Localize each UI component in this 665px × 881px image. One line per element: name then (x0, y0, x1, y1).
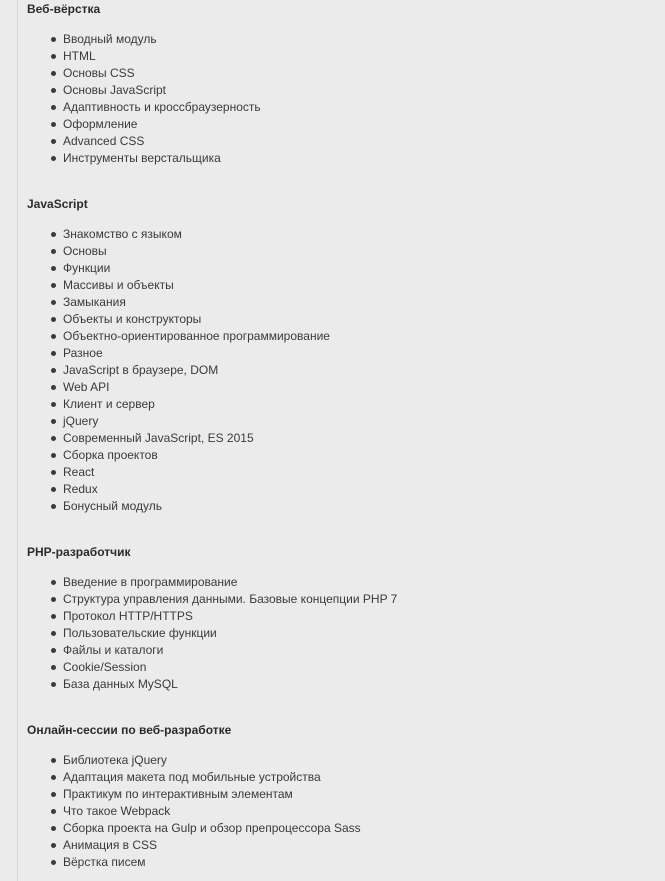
section-title: Онлайн-сессии по веб-разработке (27, 723, 232, 737)
list-item: Сборка проектов (51, 447, 330, 464)
list-item: Cookie/Session (51, 659, 397, 676)
list-item: Пользовательские функции (51, 625, 397, 642)
list-item: Практикум по интерактивным элементам (51, 786, 361, 803)
list-item: Введение в программирование (51, 574, 397, 591)
list-item: Сборка проекта на Gulp и обзор препроцессора Sass (51, 820, 361, 837)
list-item: Современный JavaScript, ES 2015 (51, 430, 330, 447)
list-item: Протокол HTTP/HTTPS (51, 608, 397, 625)
list-item: Advanced CSS (51, 133, 261, 150)
list-item: Клиент и сервер (51, 396, 330, 413)
list-item: Массивы и объекты (51, 277, 330, 294)
list-item: Адаптивность и кроссбраузерность (51, 99, 261, 116)
list-item: HTML (51, 48, 261, 65)
list-item: Бонусный модуль (51, 498, 330, 515)
section-title: JavaScript (27, 197, 88, 211)
section-item-list (51, 31, 261, 167)
list-item: Инструменты верстальщика (51, 150, 261, 167)
list-item: Адаптация макета под мобильные устройства (51, 769, 361, 786)
list-item: JavaScript в браузере, DOM (51, 362, 330, 379)
list-item: Файлы и каталоги (51, 642, 397, 659)
list-item: Вводный модуль (51, 31, 261, 48)
section-online-sessions (27, 722, 665, 869)
list-item: Оформление (51, 116, 261, 133)
section-item-list (51, 226, 330, 515)
list-item: Функции (51, 260, 330, 277)
section-title: Веб-вёрстка (27, 2, 101, 16)
list-item: Основы (51, 243, 330, 260)
list-item: Структура управления данными. Базовые концепции PHP 7 (51, 591, 397, 608)
list-item: Замыкания (51, 294, 330, 311)
list-item: База данных MySQL (51, 676, 397, 693)
list-item: Что такое Webpack (51, 803, 361, 820)
list-item: Web API (51, 379, 330, 396)
section-title: PHP-разработчик (27, 545, 131, 559)
list-item: Redux (51, 481, 330, 498)
section-javascript (27, 196, 665, 513)
list-item: Основы JavaScript (51, 82, 261, 99)
list-item: Объекты и конструкторы (51, 311, 330, 328)
section-web-layout (27, 1, 665, 165)
list-item: Разное (51, 345, 330, 362)
list-item: React (51, 464, 330, 481)
list-item: Знакомство с языком (51, 226, 330, 243)
list-item: Основы CSS (51, 65, 261, 82)
list-item: jQuery (51, 413, 330, 430)
section-item-list (51, 752, 361, 871)
course-program-panel (17, 0, 665, 881)
section-item-list (51, 574, 397, 693)
list-item: Объектно-ориентированное программирование (51, 328, 330, 345)
section-php-developer (27, 544, 665, 691)
list-item: Анимация в CSS (51, 837, 361, 854)
list-item: Библиотека jQuery (51, 752, 361, 769)
list-item: Вёрстка писем (51, 854, 361, 871)
